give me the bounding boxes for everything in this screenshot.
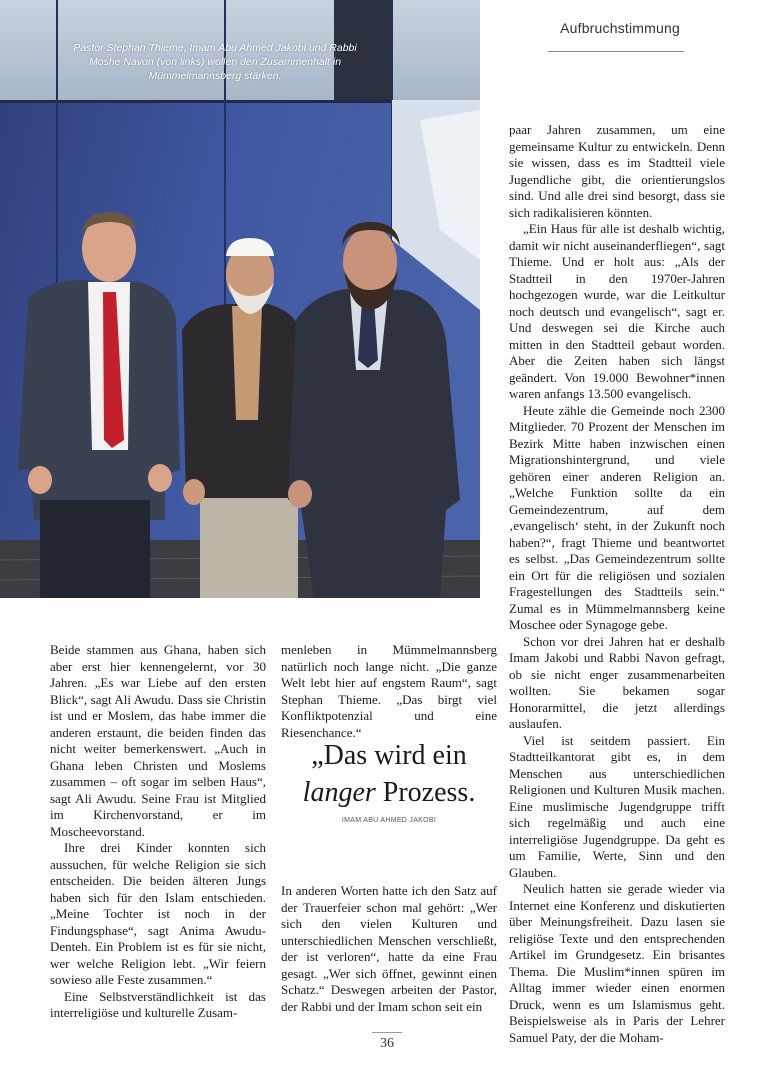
page-number-divider [372, 1032, 402, 1033]
section-title: Aufbruchstimmung [560, 20, 680, 36]
article-column-3 [509, 122, 725, 1046]
section-divider [548, 51, 684, 52]
page-number: 36 [380, 1036, 394, 1051]
pull-quote-after: Prozess. [375, 777, 476, 808]
paragraph: Eine Selbstverständlichkeit ist das interreligiöse und kulturelle Zusam- [50, 988, 266, 1020]
article-column-2 [281, 642, 497, 741]
photo-caption: Pastor Stephan Thieme, Imam Abu Ahmed Jakobi und Rabbi Moshe Navon (von links) wollen den Zusammenhalt in Mümmelmannsberg stärken. [73, 42, 357, 82]
pull-quote-before: „Das wird ein [311, 740, 467, 771]
article-photo [0, 0, 480, 598]
paragraph: paar Jahren zusammen, um eine gemeinsame Kultur zu entwickeln. Denn sie wissen, dass es im Stadtteil viele Jugendliche gibt, die orientierungslos sind. Und alle drei sind besorgt, dass sie sich radikalisieren könnten. [509, 122, 725, 220]
pull-quote-emphasis: langer [302, 777, 376, 808]
paragraph: Viel ist seitdem passiert. Ein Stadtteilkantorat gibt es, in dem Menschen aus unterschiedlichen Religionen und Kulturen Musik machen. Eine muslimische Jugendgruppe trifft sich regelmäßig und auch eine interreligiöse Jugendgruppe. Da geht es um Familie, Werte, Sinn und den Glauben. [509, 732, 725, 880]
paragraph: Ihre drei Kinder konnten sich aussuchen, für welche Religion sie sich entscheiden. Die beiden älteren Jungs haben sich für den Islam entschieden. „Meine Tochter ist noch in der Findungsphase“, sagt Anima Awudu-Denteh. Ein Problem ist es für sie nicht, wer welche Religion lebt. „Wir feiern sowieso alle Feste zusammen.“ [50, 840, 266, 987]
pull-quote-attribution: IMAM ABU AHMED JAKOBI [341, 817, 437, 824]
pull-quote [281, 737, 497, 824]
paragraph: Schon vor drei Jahren hat er deshalb Imam Jakobi und Rabbi Navon gefragt, ob sie nicht enger zusammenarbeiten wollten. Sie bekamen sogar Honorarmittel, die jetzt allerdings auslaufen. [509, 633, 725, 731]
paragraph: Heute zähle die Gemeinde noch 2300 Mitglieder. 70 Prozent der Menschen im Bezirk Mitte haben inzwischen einen Migrationshintergrund, und viele gehören einer anderen Religion an. „Welche Funktion sollte da ein Gemeindezentrum, auf dem ‚evangelisch‘ steht, in der Zukunft noch haben?“, fragt Thieme und beantwortet es selbst. „Das Gemeindezentrum sollte ein Ort für die religiösen und sozialen Fragestellungen des Stadtteils sein.“ Zumal es in Mümmelmannsberg keine Moschee oder Synagoge gebe. [509, 402, 725, 632]
pull-quote-text [281, 737, 497, 811]
paragraph: „Ein Haus für alle ist deshalb wichtig, damit wir nicht auseinanderfliegen“, sagt Thieme. Und er holt aus: „Als der Stadtteil in den 1970er-Jahren hochgezogen wurde, war die Leitkultur noch deutsch und evangelisch“, sagt er. Und deswegen sei die Kirche auch mitten in den Stadtteil gebaut worden. Aber die Zeiten haben sich längst geändert. Von 19.000 Bewohner*innen waren anfangs 13.500 evangelisch. [509, 221, 725, 401]
paragraph: In anderen Worten hatte ich den Satz auf der Trauerfeier schon mal gehört: „Wer sich den vielen Kulturen und unterschiedlichen Menschen verschließt, der ist verloren“, hatte da eine Frau gesagt. „Wer sich öffnet, gewinnt einen Schatz.“ Deswegen arbeiten der Pastor, der Rabbi und der Imam schon seit ein [281, 883, 497, 1014]
paragraph: Neulich hatten sie gerade wieder via Internet eine Konferenz und diskutierten über Meinungsfreiheit. Dazu lasen sie religiöse Texte und den entsprechenden Artikel im Grundgesetz. Ein brisantes Thema. Die Muslim*innen spüren im Alltag immer wieder einen enormen Druck, wenn es um Islamismus geht. Beispielsweise als in Paris der Lehrer Samuel Paty, der die Moham- [509, 881, 725, 1045]
article-column-2-continued [281, 883, 497, 1015]
paragraph: Beide stammen aus Ghana, haben sich aber erst hier kennengelernt, vor 30 Jahren. „Es war Liebe auf den ersten Blick“, sagt Ali Awudu. Dass sie Christin ist und er Moslem, das habe immer die anderen erstaunt, die beiden finden das nicht weiter bemerkenswert. „Auch in Ghana leben Christen und Moslems zusammen – oft sogar im selben Haus“, sagt Ali Awudu. Seine Frau ist Mitglied im Kirchenvorstand, er im Moscheevorstand. [50, 642, 266, 839]
article-column-1 [50, 642, 266, 1022]
paragraph: menleben in Mümmelmannsberg natürlich noch lange nicht. „Die ganze Welt lebt hier auf engstem Raum“, sagt Stephan Thieme. „Das birgt viel Konfliktpotenzial und eine Riesenchance.“ [281, 642, 497, 740]
